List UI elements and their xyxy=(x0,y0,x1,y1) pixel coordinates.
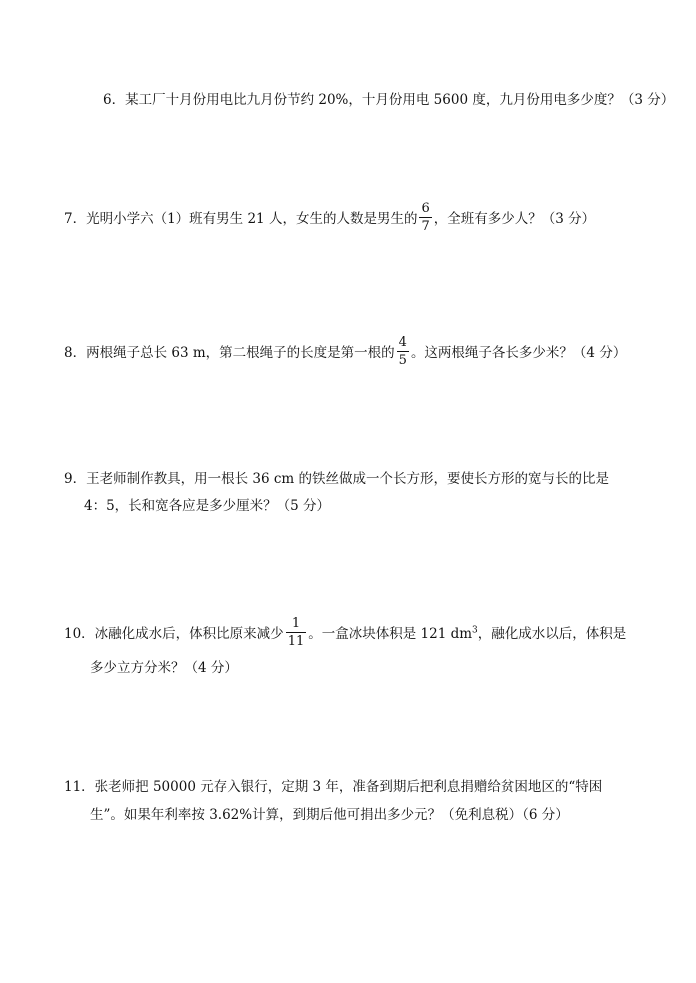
question-9-line-2 xyxy=(84,500,330,514)
question-11-text-line-1: 11．张老师把 50000 元存入银行，定期 3 年，准备到期后把利息捐赠给贫困地区的“特困 xyxy=(64,779,603,795)
fraction-four-fifths xyxy=(397,336,409,367)
fraction-numerator: 4 xyxy=(398,335,407,350)
question-10-text-line-2: 多少立方分米？（4 分） xyxy=(90,660,238,676)
question-11-line-2 xyxy=(90,809,569,823)
fraction-numerator: 6 xyxy=(421,201,430,216)
question-7-text-before: 7．光明小学六（1）班有男生 21 人，女生的人数是男生的 xyxy=(64,211,418,227)
question-8-text-after: 。这两根绳子各长多少米？（4 分） xyxy=(410,345,627,361)
question-9-line-1 xyxy=(64,473,609,487)
question-7-text-after: ，全班有多少人？（3 分） xyxy=(433,211,596,227)
fraction-denominator: 7 xyxy=(421,219,430,234)
question-11-line-1 xyxy=(64,781,602,795)
question-10-text-after: 。一盒冰块体积是 121 dm xyxy=(308,626,473,642)
question-9-text-line-1: 9．王老师制作教具，用一根长 36 cm 的铁丝做成一个长方形，要使长方形的宽与长的比是 xyxy=(64,471,610,487)
question-10-line-1 xyxy=(64,616,627,650)
question-6-text: 6．某工厂十月份用电比九月份节约 20%，十月份用电 5600 度，九月份用电多少度？（3 分） xyxy=(103,92,675,108)
fraction-denominator: 11 xyxy=(287,634,305,649)
fraction-denominator: 5 xyxy=(398,353,407,368)
question-10-text-after-2: ，融化成水以后，体积是 xyxy=(477,626,627,642)
fraction-numerator: 1 xyxy=(286,617,307,633)
question-6 xyxy=(103,94,674,108)
fraction-six-sevenths xyxy=(419,202,431,233)
question-7 xyxy=(64,201,596,235)
question-8 xyxy=(64,335,627,369)
fraction-one-eleventh xyxy=(286,617,307,648)
question-11-text-line-2: 生”。如果年利率按 3.62%计算，到期后他可捐出多少元？（免利息税）（6 分） xyxy=(90,807,569,823)
question-8-text-before: 8．两根绳子总长 63 m，第二根绳子的长度是第一根的 xyxy=(64,345,395,361)
question-10-line-2 xyxy=(90,662,238,676)
superscript-exponent: 3 xyxy=(472,625,478,636)
question-10-text-before: 10．冰融化成水后，体积比原来减少 xyxy=(64,626,284,642)
question-9-text-line-2: 4：5，长和宽各应是多少厘米？（5 分） xyxy=(84,498,331,514)
